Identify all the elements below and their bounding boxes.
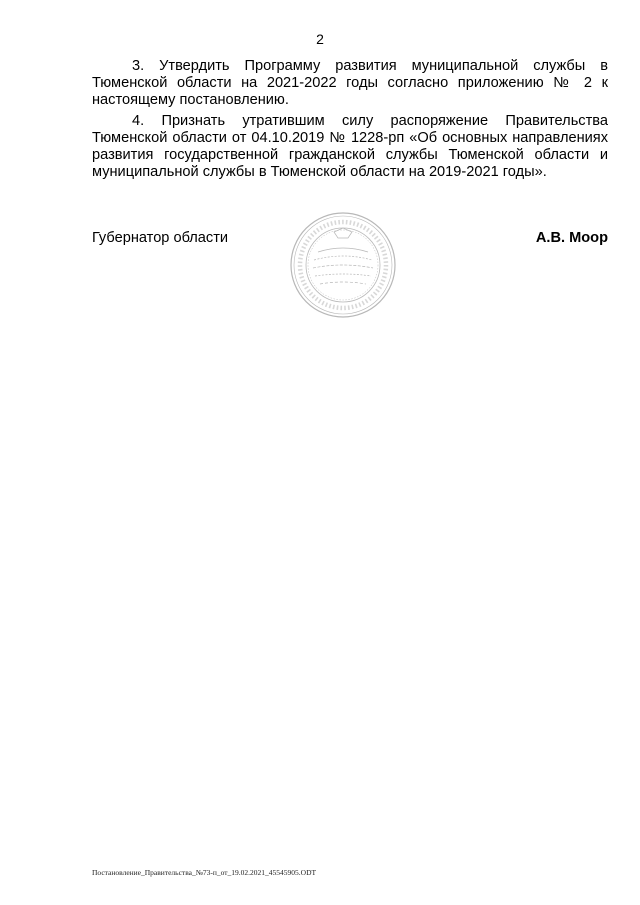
signatory-name: А.В. Моор <box>535 230 608 246</box>
paragraph-4: 4. Признать утратившим силу распоряжение Правительства Тюменской области от 04.10.2019 № 1228-рп «Об основных направлениях развития государственной гражданской службы Тюменской области и муниципальной службы в Тюменской области на 2019-2021 годы». <box>92 113 608 180</box>
paragraph-3: 3. Утвердить Программу развития муниципальной службы в Тюменской области на 2021-2022 годы согласно приложению № 2 к настоящему постановлению. <box>92 58 608 108</box>
page-number: 2 <box>316 31 324 47</box>
signatory-role: Губернатор области <box>92 230 229 246</box>
document-body <box>92 58 608 185</box>
document-footer-filename: Постановление_Правительства_№73-п_от_19.02.2021_45545905.ODT <box>92 868 317 877</box>
official-seal-stamp <box>288 210 398 320</box>
